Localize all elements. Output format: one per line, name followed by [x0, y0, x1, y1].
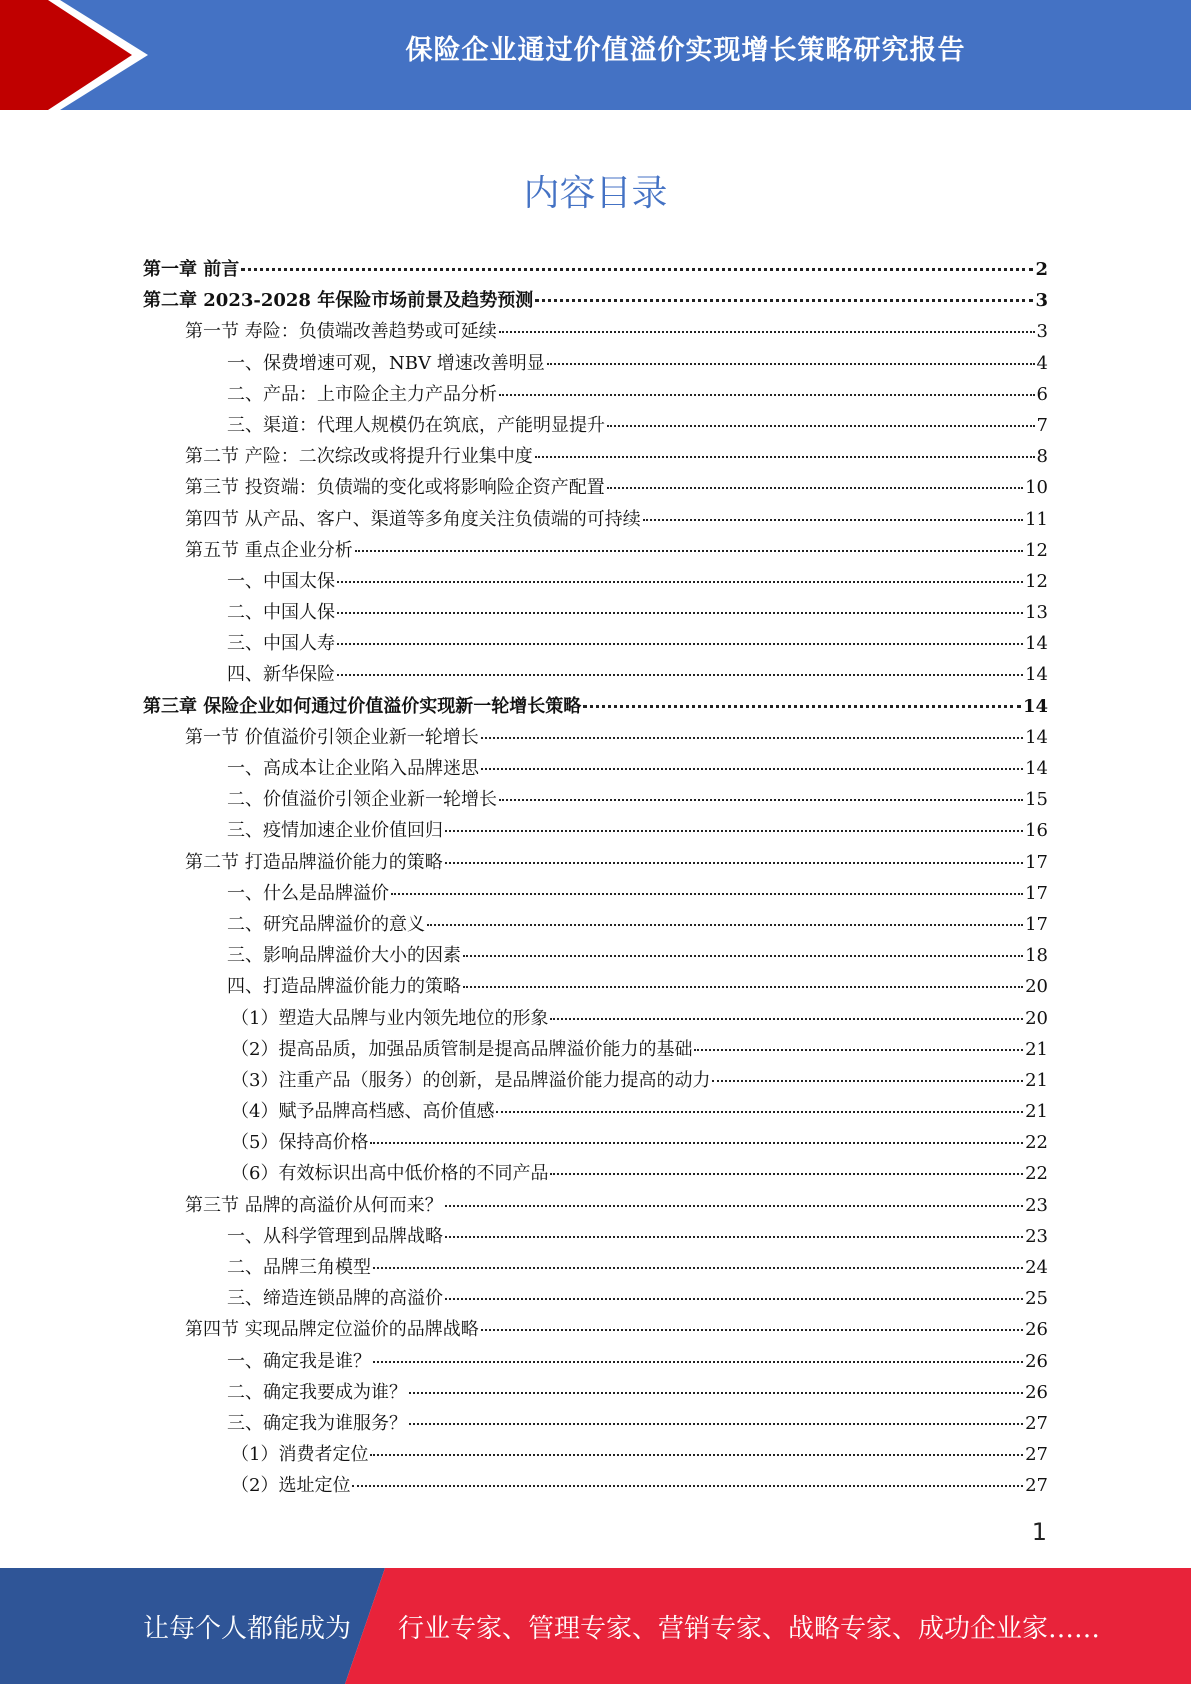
toc-entry-page: 17 [1025, 913, 1048, 935]
toc-entry-title: 第一节 价值溢价引领企业新一轮增长 [185, 726, 479, 748]
toc-dot-leader [481, 737, 1023, 739]
toc-entry-page: 14 [1025, 633, 1048, 655]
toc-dot-leader [607, 425, 1035, 427]
toc-entry[interactable] [143, 504, 1048, 535]
toc-entry-page: 15 [1025, 789, 1048, 811]
toc-entry-page: 18 [1025, 945, 1048, 967]
toc-entry-title: 四、打造品牌溢价能力的策略 [227, 976, 461, 998]
toc-entry-page: 12 [1025, 570, 1048, 592]
toc-entry-page: 24 [1025, 1257, 1048, 1278]
toc-entry-title: 一、确定我是谁？ [227, 1350, 371, 1372]
toc-dot-leader [607, 487, 1023, 489]
report-title: 保险企业通过价值溢价实现增长策略研究报告 [405, 35, 966, 66]
toc-entry-title: 第一节 寿险：负债端改善趋势或可延续 [185, 321, 497, 343]
toc-entry[interactable] [143, 1252, 1048, 1283]
footer-slogan-right: 行业专家、管理专家、营销专家、战略专家、成功企业家…… [398, 1614, 1101, 1644]
toc-entry-title: 二、中国人保 [227, 602, 335, 624]
toc-entry-page: 14 [1022, 695, 1048, 717]
toc-entry[interactable] [143, 1314, 1048, 1345]
toc-entry[interactable] [143, 1034, 1048, 1065]
toc-dot-leader [409, 1423, 1023, 1425]
toc-entry-page: 27 [1025, 1475, 1048, 1497]
toc-entry-title: 第二章 2023-2028 年保险市场前景及趋势预测 [143, 290, 534, 312]
toc-entry[interactable] [143, 1221, 1048, 1252]
header-banner [0, 0, 1191, 110]
toc-dot-leader [496, 1111, 1023, 1113]
toc-entry-page: 3 [1036, 321, 1048, 343]
footer-slogan-left: 让每个人都能成为 [143, 1614, 352, 1644]
toc-dot-leader [391, 893, 1023, 895]
toc-dot-leader [499, 394, 1035, 396]
toc-entry-title: 三、中国人寿 [227, 633, 335, 655]
toc-entry-title: 二、产品：上市险企主力产品分析 [227, 383, 497, 405]
toc-entry-page: 12 [1025, 539, 1048, 561]
toc-entry[interactable] [143, 535, 1048, 566]
toc-entry-page: 13 [1025, 602, 1048, 624]
toc-entry-title: （4）赋予品牌高档感、高价值感 [231, 1101, 495, 1123]
toc-entry-title: 二、确定我要成为谁？ [227, 1381, 407, 1403]
toc-entry-title: 三、渠道：代理人规模仍在筑底，产能明显提升 [227, 414, 605, 436]
toc-entry-page: 21 [1025, 1038, 1048, 1060]
toc-entry-page: 8 [1036, 446, 1048, 468]
toc-entry-page: 17 [1025, 851, 1048, 873]
toc-dot-leader [550, 1018, 1023, 1020]
toc-entry-page: 26 [1025, 1350, 1048, 1372]
toc-entry-page: 26 [1025, 1319, 1048, 1341]
toc-entry-title: （2）提高品质，加强品质管制是提高品牌溢价能力的基础 [231, 1038, 693, 1060]
toc-dot-leader [445, 830, 1023, 832]
toc-dot-leader [445, 862, 1023, 864]
toc-dot-leader [241, 268, 1033, 271]
toc-dot-leader [445, 1205, 1023, 1207]
toc-entry-title: 四、新华保险 [227, 664, 335, 686]
toc-entry[interactable] [143, 691, 1048, 722]
toc-entry[interactable] [143, 316, 1048, 347]
toc-dot-leader [337, 643, 1023, 645]
table-of-contents [143, 254, 1048, 1502]
toc-entry-page: 21 [1025, 1069, 1048, 1091]
toc-entry[interactable] [143, 753, 1048, 784]
toc-entry[interactable] [143, 410, 1048, 441]
toc-entry-page: 11 [1025, 508, 1048, 530]
toc-entry[interactable] [143, 1065, 1048, 1096]
toc-dot-leader [643, 519, 1023, 521]
toc-entry-title: 第三节 投资端：负债端的变化或将影响险企资产配置 [185, 477, 605, 499]
toc-entry[interactable] [143, 1003, 1048, 1034]
toc-entry-page: 22 [1025, 1163, 1048, 1185]
toc-entry[interactable] [143, 254, 1048, 285]
toc-dot-leader [370, 1142, 1023, 1144]
toc-entry-title: 一、从科学管理到品牌战略 [227, 1225, 443, 1247]
toc-entry[interactable] [143, 1470, 1048, 1501]
toc-dot-leader [550, 1173, 1023, 1175]
toc-entry[interactable] [143, 1096, 1048, 1127]
toc-entry-page: 26 [1025, 1381, 1048, 1403]
toc-entry[interactable] [143, 722, 1048, 753]
toc-entry-title: 二、品牌三角模型 [227, 1257, 371, 1278]
toc-entry-title: 第二节 产险：二次综改或将提升行业集中度 [185, 446, 533, 468]
page-number: 1 [1031, 1518, 1047, 1546]
toc-dot-leader [373, 1267, 1023, 1269]
toc-entry-title: 三、确定我为谁服务？ [227, 1412, 407, 1434]
toc-entry[interactable] [143, 441, 1048, 472]
toc-entry[interactable] [143, 472, 1048, 503]
footer-banner [0, 1568, 1191, 1684]
toc-entry[interactable] [143, 878, 1048, 909]
toc-entry[interactable] [143, 1346, 1048, 1377]
toc-entry[interactable] [143, 1439, 1048, 1470]
toc-entry-title: 一、保费增速可观，NBV 增速改善明显 [227, 352, 545, 374]
toc-entry-title: 三、影响品牌溢价大小的因素 [227, 945, 461, 967]
toc-dot-leader [409, 1392, 1023, 1394]
toc-entry[interactable] [143, 1127, 1048, 1158]
toc-entry[interactable] [143, 659, 1048, 690]
toc-dot-leader [535, 299, 1033, 302]
toc-entry-title: （5）保持高价格 [231, 1132, 369, 1154]
toc-entry-page: 6 [1036, 383, 1048, 405]
toc-entry-title: 第三章 保险企业如何通过价值溢价实现新一轮增长策略 [143, 695, 582, 717]
toc-dot-leader [499, 331, 1035, 333]
toc-entry-page: 14 [1025, 664, 1048, 686]
toc-dot-leader [445, 1298, 1023, 1300]
toc-entry[interactable] [143, 909, 1048, 940]
toc-entry[interactable] [143, 847, 1048, 878]
toc-entry-page: 20 [1025, 1007, 1048, 1029]
toc-entry[interactable] [143, 784, 1048, 815]
toc-entry-page: 22 [1025, 1132, 1048, 1154]
toc-dot-leader [370, 1454, 1023, 1456]
toc-entry-title: 第一章 前言 [143, 259, 240, 280]
toc-entry-page: 16 [1025, 820, 1048, 842]
toc-dot-leader [463, 986, 1023, 988]
toc-heading: 内容目录 [523, 173, 668, 214]
toc-entry-title: 第四节 从产品、客户、渠道等多角度关注负债端的可持续 [185, 508, 641, 530]
toc-entry-page: 14 [1025, 726, 1048, 748]
toc-entry-page: 27 [1025, 1444, 1048, 1466]
toc-dot-leader [352, 1485, 1023, 1487]
toc-dot-leader [712, 1080, 1023, 1082]
toc-entry-title: 第四节 实现品牌定位溢价的品牌战略 [185, 1319, 479, 1341]
toc-entry[interactable] [143, 566, 1048, 597]
toc-entry-page: 3 [1035, 290, 1048, 312]
toc-entry[interactable] [143, 1377, 1048, 1408]
toc-dot-leader [481, 768, 1023, 770]
toc-entry[interactable] [143, 1190, 1048, 1221]
toc-entry-title: （1）消费者定位 [231, 1444, 369, 1466]
toc-entry-title: （1）塑造大品牌与业内领先地位的形象 [231, 1007, 549, 1029]
toc-entry-title: 一、中国太保 [227, 570, 335, 592]
toc-dot-leader [337, 612, 1023, 614]
toc-entry[interactable] [143, 628, 1048, 659]
toc-entry[interactable] [143, 1283, 1048, 1314]
toc-entry-title: 三、疫情加速企业价值回归 [227, 820, 443, 842]
toc-entry[interactable] [143, 815, 1048, 846]
toc-entry-title: （2）选址定位 [231, 1475, 351, 1497]
toc-entry-title: 三、缔造连锁品牌的高溢价 [227, 1288, 443, 1310]
toc-entry-page: 7 [1036, 414, 1048, 436]
toc-dot-leader [694, 1049, 1023, 1051]
toc-entry[interactable] [143, 348, 1048, 379]
toc-entry-page: 23 [1025, 1225, 1048, 1247]
toc-entry-title: （3）注重产品（服务）的创新，是品牌溢价能力提高的动力 [231, 1069, 711, 1091]
toc-entry-page: 23 [1025, 1194, 1048, 1216]
toc-entry[interactable] [143, 285, 1048, 316]
toc-entry-title: 第二节 打造品牌溢价能力的策略 [185, 851, 443, 873]
toc-entry-title: 二、研究品牌溢价的意义 [227, 913, 425, 935]
toc-dot-leader [535, 456, 1035, 458]
toc-dot-leader [445, 1236, 1023, 1238]
toc-entry-page: 27 [1025, 1412, 1048, 1434]
toc-dot-leader [547, 363, 1035, 365]
toc-entry-page: 10 [1025, 477, 1048, 499]
toc-dot-leader [583, 705, 1021, 708]
toc-entry-page: 17 [1025, 882, 1048, 904]
toc-entry-page: 2 [1035, 259, 1048, 280]
toc-entry-title: 第三节 品牌的高溢价从何而来？ [185, 1194, 443, 1216]
toc-entry-page: 21 [1025, 1101, 1048, 1123]
toc-dot-leader [427, 924, 1023, 926]
toc-dot-leader [499, 799, 1023, 801]
toc-dot-leader [481, 1329, 1023, 1331]
toc-entry[interactable] [143, 379, 1048, 410]
toc-entry-title: 一、高成本让企业陷入品牌迷思 [227, 758, 479, 779]
toc-dot-leader [373, 1361, 1023, 1363]
toc-entry[interactable] [143, 597, 1048, 628]
toc-entry-title: 第五节 重点企业分析 [185, 539, 353, 561]
toc-entry-title: 一、什么是品牌溢价 [227, 882, 389, 904]
toc-entry[interactable] [143, 1158, 1048, 1189]
toc-entry-title: （6）有效标识出高中低价格的不同产品 [231, 1163, 549, 1185]
toc-dot-leader [355, 550, 1023, 552]
toc-entry-page: 20 [1025, 976, 1048, 998]
toc-dot-leader [337, 674, 1023, 676]
toc-dot-leader [463, 955, 1023, 957]
toc-entry-page: 4 [1036, 352, 1048, 374]
toc-entry-title: 二、价值溢价引领企业新一轮增长 [227, 789, 497, 811]
toc-entry[interactable] [143, 1408, 1048, 1439]
toc-entry-page: 14 [1025, 758, 1048, 779]
toc-entry[interactable] [143, 940, 1048, 971]
toc-dot-leader [337, 581, 1023, 583]
toc-entry-page: 25 [1025, 1288, 1048, 1310]
toc-entry[interactable] [143, 971, 1048, 1002]
